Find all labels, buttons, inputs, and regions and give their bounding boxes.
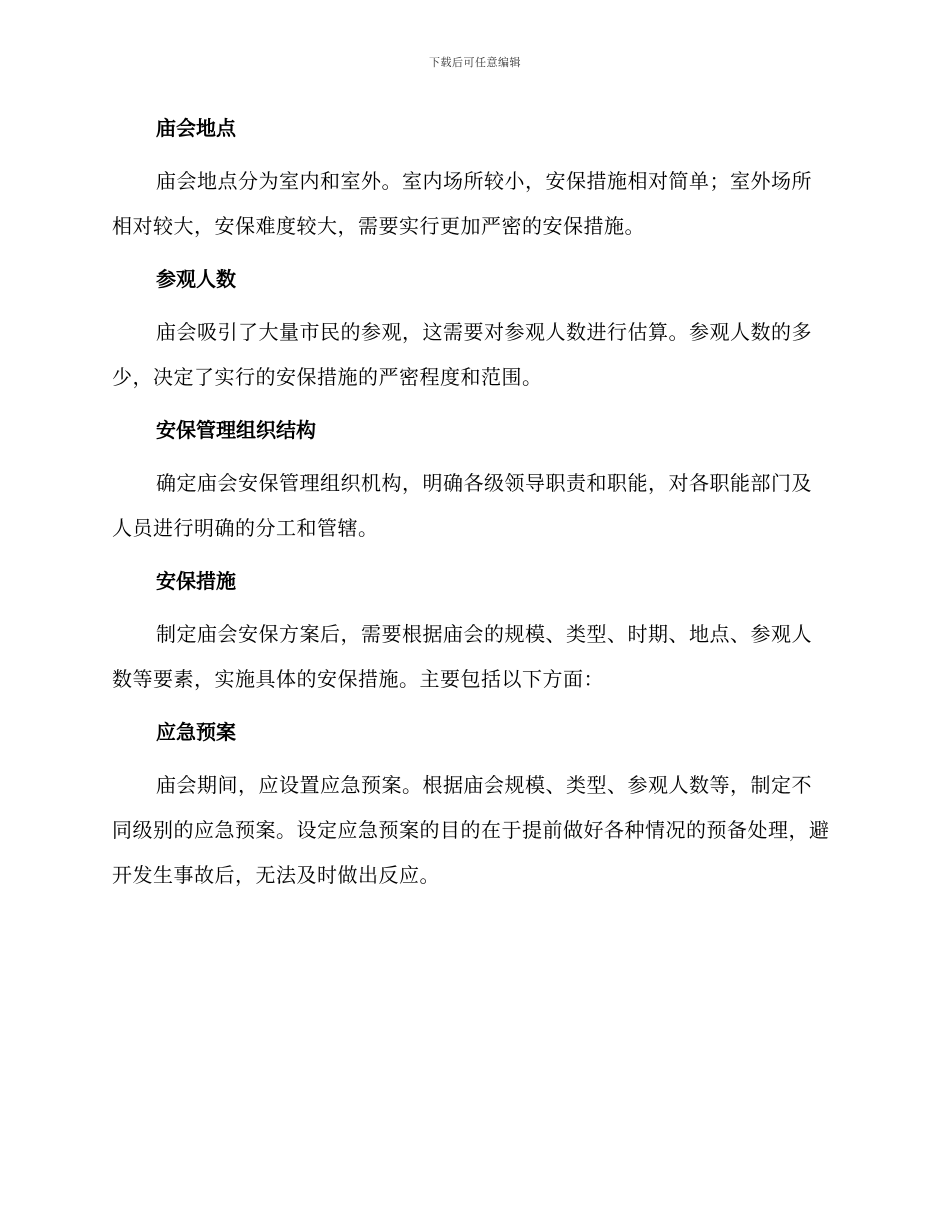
section-body-visitors: 庙会吸引了大量市民的参观，这需要对参观人数进行估算。参观人数的多少，决定了实行的安保措施的严密程度和范围。 (112, 320, 812, 389)
document-body (112, 108, 830, 908)
section-body-organization: 确定庙会安保管理组织机构，明确各级领导职责和职能，对各职能部门及人员进行明确的分工和管辖。 (112, 471, 812, 540)
section-body-location: 庙会地点分为室内和室外。室内场所较小，安保措施相对简单；室外场所相对较大，安保难度较大，需要实行更加严密的安保措施。 (112, 169, 812, 238)
section-heading-visitors: 参观人数 (156, 267, 236, 291)
section-heading-security-measures: 安保措施 (156, 569, 236, 593)
page-header: 下载后可任意编辑 (429, 56, 521, 69)
section-heading-emergency-plan: 应急预案 (156, 720, 236, 744)
section-heading-location: 庙会地点 (156, 116, 236, 140)
section-heading-organization: 安保管理组织结构 (156, 418, 316, 442)
section-body-emergency-plan: 庙会期间，应设置应急预案。根据庙会规模、类型、参观人数等，制定不同级别的应急预案。设定应急预案的目的在于提前做好各种情况的预备处理，避开发生事故后，无法及时做出反应。 (112, 773, 830, 887)
section-body-security-measures: 制定庙会安保方案后，需要根据庙会的规模、类型、时期、地点、参观人数等要素，实施具体的安保措施。主要包括以下方面： (112, 622, 812, 691)
